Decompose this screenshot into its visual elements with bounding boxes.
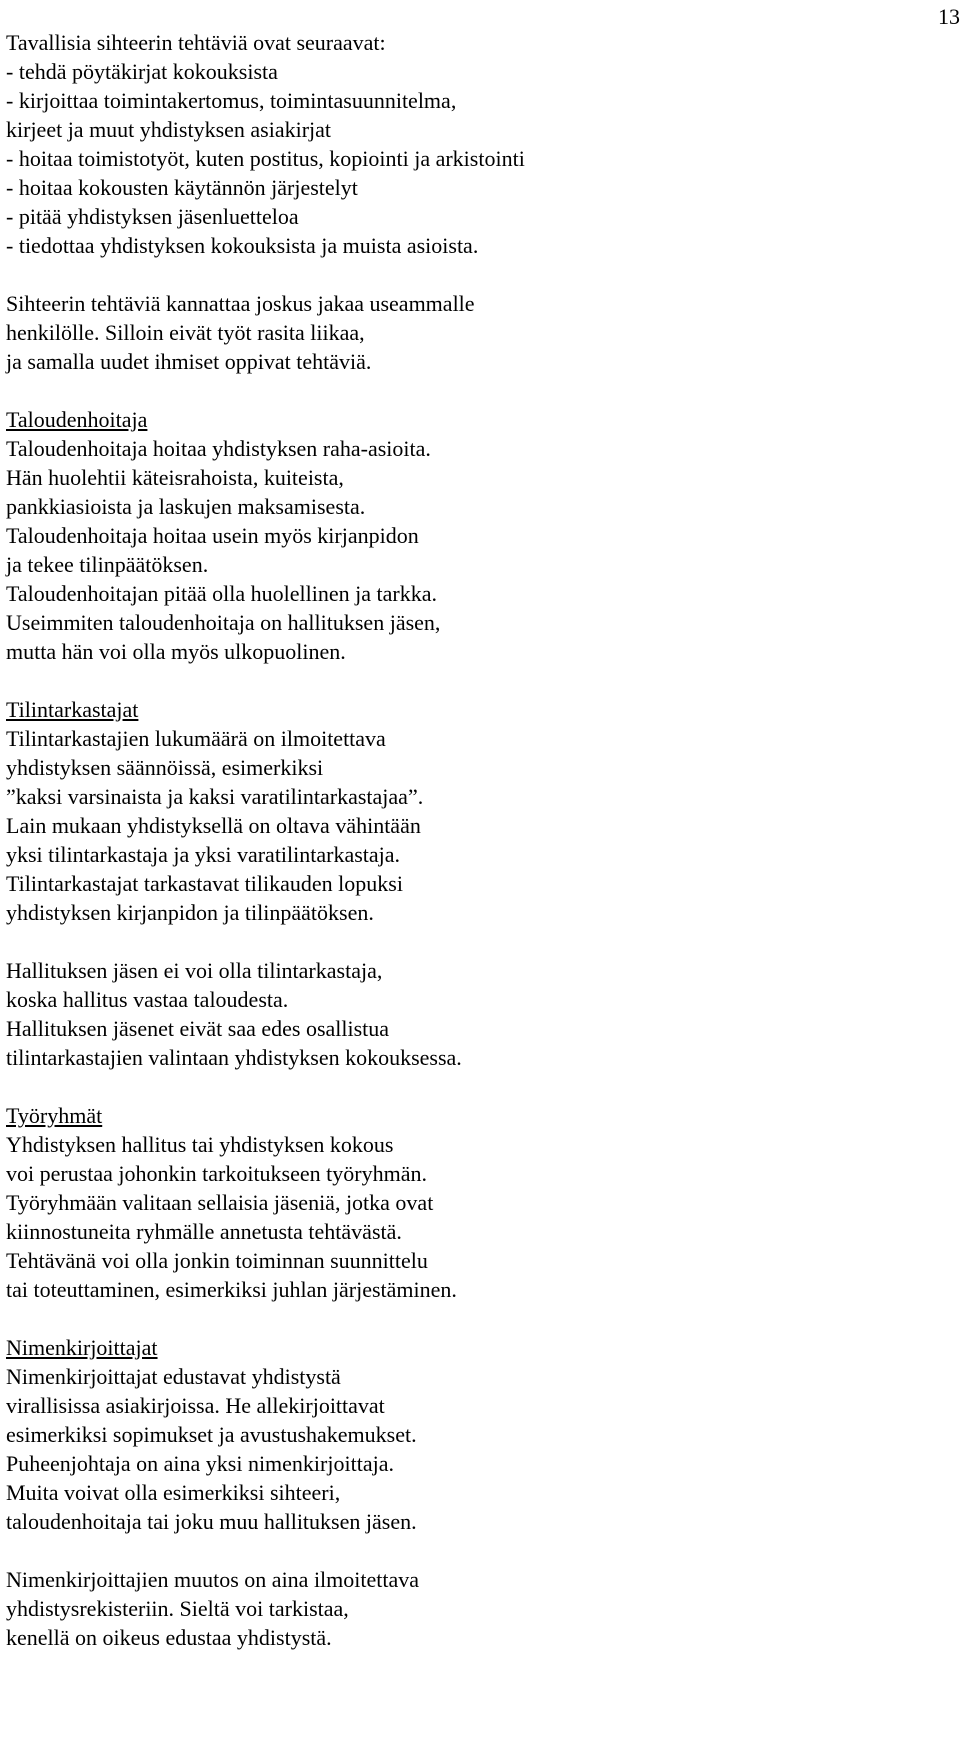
paragraph-line: yhdistyksen säännöissä, esimerkiksi [6,755,324,780]
paragraph-gap [6,1304,906,1333]
paragraph-line: tai toteuttaminen, esimerkiksi juhlan järjestäminen. [6,1277,457,1302]
paragraph-line: Muita voivat olla esimerkiksi sihteeri, [6,1480,341,1505]
paragraph-gap [6,1536,906,1565]
paragraph-line: kenellä on oikeus edustaa yhdistystä. [6,1625,332,1650]
list-item: - tehdä pöytäkirjat kokouksista [6,59,278,84]
paragraph-line: Hallituksen jäsen ei voi olla tilintarkastaja, [6,958,383,983]
section-heading-signatories: Nimenkirjoittajat [6,1335,158,1360]
paragraph-line: tilintarkastajien valintaan yhdistyksen kokouksessa. [6,1045,462,1070]
signatories-section [6,1333,906,1536]
signatories-note-section [6,1565,906,1652]
paragraph-line: yhdistysrekisteriin. Sieltä voi tarkistaa, [6,1596,349,1621]
paragraph-gap [6,927,906,956]
section-heading-treasurer: Taloudenhoitaja [6,407,148,432]
paragraph-line: Tavallisia sihteerin tehtäviä ovat seuraavat: [6,30,386,55]
paragraph-line: virallisissa asiakirjoissa. He allekirjoittavat [6,1393,385,1418]
paragraph-line: yksi tilintarkastaja ja yksi varatilintarkastaja. [6,842,401,867]
paragraph-line: Nimenkirjoittajat edustavat yhdistystä [6,1364,341,1389]
paragraph-line: mutta hän voi olla myös ulkopuolinen. [6,639,346,664]
page-number: 13 [938,4,960,29]
paragraph-line: taloudenhoitaja tai joku muu hallituksen jäsen. [6,1509,417,1534]
paragraph-line: Yhdistyksen hallitus tai yhdistyksen kokous [6,1132,394,1157]
paragraph-gap [6,376,906,405]
paragraph-line: Puheenjohtaja on aina yksi nimenkirjoittaja. [6,1451,394,1476]
paragraph-line: kiinnostuneita ryhmälle annetusta tehtävästä. [6,1219,402,1244]
paragraph-gap [6,260,906,289]
secretary-note-section [6,289,906,376]
paragraph-line: voi perustaa johonkin tarkoitukseen työryhmän. [6,1161,427,1186]
list-item: - pitää yhdistyksen jäsenluetteloa [6,204,299,229]
paragraph-line: Hallituksen jäsenet eivät saa edes osallistua [6,1016,390,1041]
paragraph-line: Sihteerin tehtäviä kannattaa joskus jakaa useammalle [6,291,475,316]
paragraph-line: ja tekee tilinpäätöksen. [6,552,209,577]
paragraph-line: Taloudenhoitaja hoitaa yhdistyksen raha-asioita. [6,436,431,461]
page-content [6,28,906,1652]
section-heading-working-groups: Työryhmät [6,1103,103,1128]
paragraph-line: pankkiasioista ja laskujen maksamisesta. [6,494,366,519]
paragraph-gap [6,666,906,695]
paragraph-line: Taloudenhoitaja hoitaa usein myös kirjanpidon [6,523,419,548]
paragraph-line: Työryhmään valitaan sellaisia jäseniä, jotka ovat [6,1190,434,1215]
paragraph-line: Hän huolehtii käteisrahoista, kuiteista, [6,465,344,490]
paragraph-line: Tehtävänä voi olla jonkin toiminnan suunnittelu [6,1248,428,1273]
paragraph-line: henkilölle. Silloin eivät työt rasita liikaa, [6,320,365,345]
auditors-section [6,695,906,927]
paragraph-line: Tilintarkastajien lukumäärä on ilmoitettava [6,726,386,751]
list-item: - kirjoittaa toimintakertomus, toimintasuunnitelma, [6,88,457,113]
secretary-duties-section [6,28,906,260]
paragraph-line: Lain mukaan yhdistyksellä on oltava vähintään [6,813,421,838]
paragraph-line: Nimenkirjoittajien muutos on aina ilmoitettava [6,1567,420,1592]
treasurer-section [6,405,906,666]
paragraph-gap [6,1072,906,1101]
paragraph-line: Useimmiten taloudenhoitaja on hallituksen jäsen, [6,610,441,635]
working-groups-section [6,1101,906,1304]
list-item: - tiedottaa yhdistyksen kokouksista ja muista asioista. [6,233,479,258]
list-item: kirjeet ja muut yhdistyksen asiakirjat [6,117,332,142]
paragraph-line: Taloudenhoitajan pitää olla huolellinen ja tarkka. [6,581,437,606]
section-heading-auditors: Tilintarkastajat [6,697,139,722]
list-item: - hoitaa toimistotyöt, kuten postitus, kopiointi ja arkistointi [6,146,525,171]
auditors-note-section [6,956,906,1072]
paragraph-line: Tilintarkastajat tarkastavat tilikauden lopuksi [6,871,403,896]
paragraph-line: ”kaksi varsinaista ja kaksi varatilintarkastajaa”. [6,784,424,809]
paragraph-line: ja samalla uudet ihmiset oppivat tehtäviä. [6,349,372,374]
list-item: - hoitaa kokousten käytännön järjestelyt [6,175,358,200]
paragraph-line: esimerkiksi sopimukset ja avustushakemukset. [6,1422,417,1447]
paragraph-line: yhdistyksen kirjanpidon ja tilinpäätöksen. [6,900,374,925]
paragraph-line: koska hallitus vastaa taloudesta. [6,987,289,1012]
